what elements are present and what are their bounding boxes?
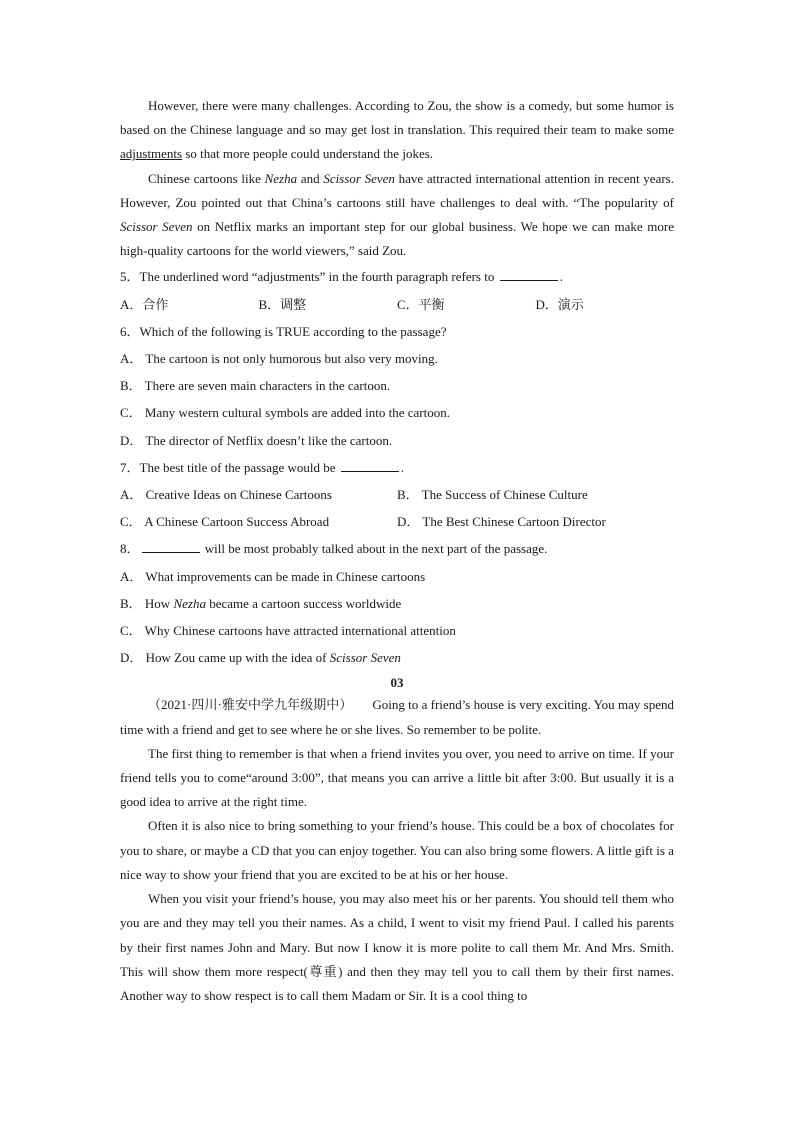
- option: D． The Best Chinese Cartoon Director: [397, 514, 606, 530]
- section-paragraph-3: Often it is also nice to bring something to your friend’s house. This could be a box of chocolates for you to share, or maybe a CD that you can enjoy together. You can also bring some flowers. A little gift is a nice way to show your friend that you are excited to be at his or her house.: [120, 818, 674, 882]
- question-7-options-row-2: [120, 508, 674, 535]
- text-run: have attracted international attention in recent years. However, Zou pointed out that China’s cartoons still have challenges to deal with. “The popularity of: [120, 170, 674, 210]
- option: C．平衡: [397, 296, 445, 312]
- answer-blank: [142, 541, 200, 553]
- document-page: [120, 94, 674, 1008]
- answer-blank: [341, 460, 399, 472]
- option: B．调整: [258, 296, 307, 312]
- passage-paragraph-5: [120, 167, 674, 264]
- option: B． The Success of Chinese Culture: [397, 487, 588, 503]
- question-stem: 5．The underlined word “adjustments” in the fourth paragraph refers to: [120, 269, 498, 285]
- text-run: D． How Zou came up with the idea of: [120, 650, 330, 666]
- option: A． Creative Ideas on Chinese Cartoons: [120, 487, 332, 503]
- option: C． Why Chinese cartoons have attracted international attention: [120, 623, 456, 639]
- text-run: and: [297, 170, 324, 186]
- text-run: on Netflix marks an important step for our global business. We hope we can make more high-quality cartoons for the world viewers,” said Zou.: [120, 219, 674, 259]
- option: B． There are seven main characters in the cartoon.: [120, 378, 391, 394]
- option: C． Many western cultural symbols are added into the cartoon.: [120, 405, 450, 421]
- section-number: 03: [390, 675, 404, 691]
- question-5-options: [120, 291, 674, 318]
- answer-blank: [500, 269, 558, 281]
- question-6: 6．Which of the following is TRUE according to the passage?: [120, 323, 447, 339]
- section-paragraph-4: When you visit your friend’s house, you may also meet his or her parents. You should tell them who you are and they may tell you their names. As a child, I went to visit my friend Paul. I called his parents by their first names John and Mary. But now I know it is more polite to call them Mr. And Mrs. Smith. This will show them more respect(尊重) and then they may tell you to call them by their first names. Another way to show respect is to call them Madam or Sir. It is a cool thing to: [120, 891, 674, 1003]
- text-run: B． How: [120, 595, 174, 611]
- option: A． The cartoon is not only humorous but also very moving.: [120, 351, 438, 367]
- question-stem-end: will be most probably talked about in the next part of the passage.: [201, 541, 548, 557]
- cartoon-title: Nezha: [264, 170, 298, 186]
- text-run: However, there were many challenges. According to Zou, the show is a comedy, but some humor is based on the Chinese language and so may get lost in translation. This required their team to make some: [120, 98, 674, 138]
- option: A． What improvements can be made in Chinese cartoons: [120, 568, 426, 584]
- question-5: [120, 263, 674, 290]
- passage-paragraph-4: [120, 94, 674, 167]
- question-stem: 7．The best title of the passage would be: [120, 459, 339, 475]
- cartoon-title: Scissor Seven: [120, 219, 193, 235]
- question-stem-end: .: [400, 459, 405, 475]
- text-run: so that more people could understand the jokes.: [182, 146, 434, 162]
- question-7-options-row-1: [120, 481, 674, 508]
- source-label: （2021·四川·雅安中学九年级期中）: [148, 697, 353, 713]
- cartoon-title: Nezha: [173, 595, 206, 611]
- text-run: became a cartoon success worldwide: [205, 595, 402, 611]
- question-8: [120, 535, 674, 562]
- question-stem-end: .: [559, 269, 563, 285]
- section-paragraph-1: [120, 693, 674, 741]
- option: C． A Chinese Cartoon Success Abroad: [120, 514, 330, 530]
- option: A．合作: [120, 296, 169, 312]
- question-stem: 8．: [120, 541, 140, 557]
- cartoon-title: Scissor Seven: [329, 650, 401, 666]
- text-run: Going to a friend’s house is very exciting. You may spend time with a friend and get to see where he or she lives. So remember to be polite.: [120, 697, 674, 737]
- cartoon-title: Scissor Seven: [323, 170, 395, 186]
- option: [120, 590, 674, 617]
- option: [120, 644, 674, 671]
- option: D．演示: [535, 296, 584, 312]
- question-7: [120, 454, 674, 481]
- option: D． The director of Netflix doesn’t like the cartoon.: [120, 432, 393, 448]
- underlined-word: adjustments: [120, 146, 183, 162]
- section-paragraph-2: The first thing to remember is that when a friend invites you over, you need to arrive on time. If your friend tells you to come“around 3:00”, that means you can arrive a little bit after 3:00. But usually it is a good idea to arrive at the right time.: [120, 745, 674, 810]
- text-run: Chinese cartoons like: [148, 170, 265, 186]
